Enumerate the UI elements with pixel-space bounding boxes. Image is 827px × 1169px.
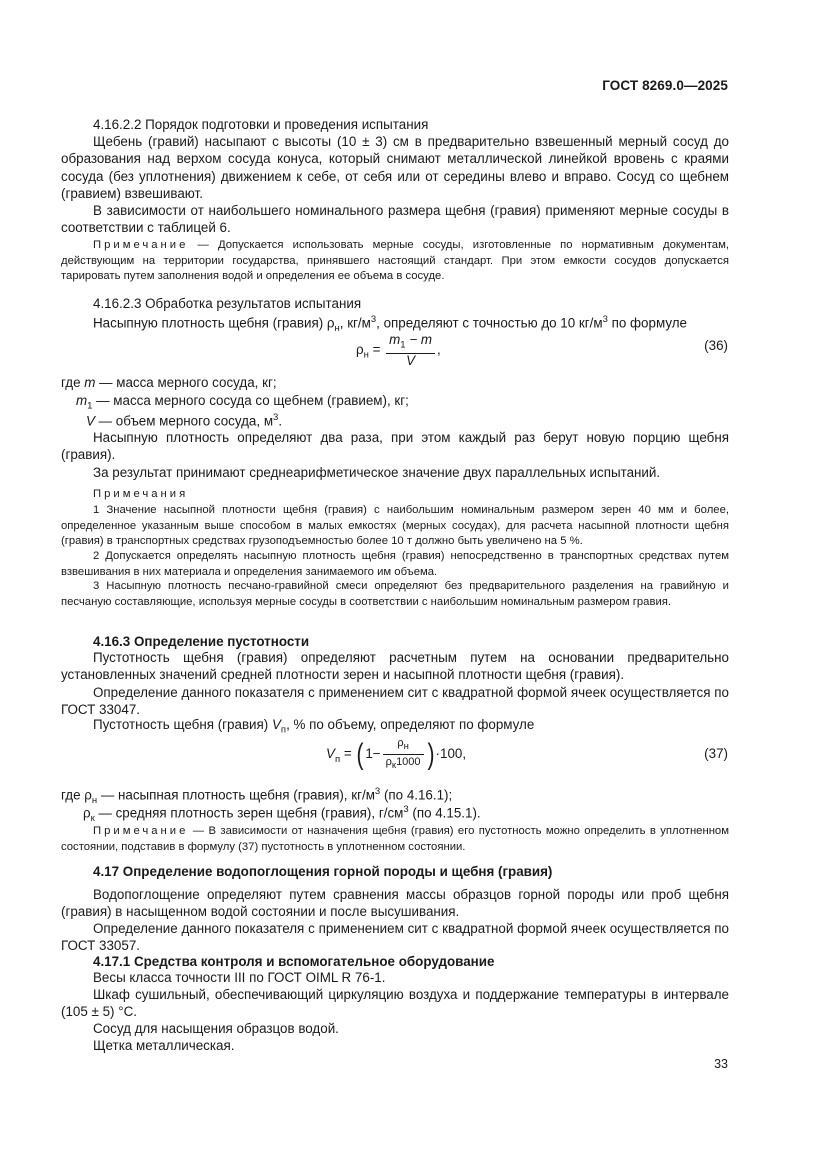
section-4-16-3-note: Примечание — В зависимости от назначения щебня (гравия) его пустотность можно определить в уплотненном состоянии, подставив в формулу (37) пустотность в уплотненном состоянии.	[61, 825, 729, 853]
section-4-16-2-3-paragraph-1: Насыпную плотность определяют два раза, при этом каждый раз берут новую порцию щебня (гравия).	[61, 430, 729, 463]
standard-header: ГОСТ 8269.0—2025	[602, 78, 728, 93]
section-4-16-3-paragraph-2: Определение данного показателя с применением сит с квадратной формой ячеек осуществляется по ГОСТ 33047.	[61, 685, 729, 718]
note-3: 3 Насыпную плотность песчано-гравийной смеси определяют без предварительного разделения на гравийную и песчаную составляющие, используя мерные сосуды в соответствии с наибольшим номинальным размером гравия.	[61, 580, 729, 608]
note-label: Примечание	[93, 239, 189, 251]
section-4-16-3-paragraph-1: Пустотность щебня (гравия) определяют расчетным путем на основании предварительно установленных значений средней плотности зерен и насыпной плотности щебня (гравия).	[61, 650, 729, 683]
equipment-vessel: Сосуд для насыщения образцов водой.	[93, 1021, 339, 1036]
formula-36-number: (36)	[704, 338, 728, 353]
section-4-17-title: 4.17 Определение водопоглощения горной породы и щебня (гравия)	[93, 864, 553, 879]
equipment-scales: Весы класса точности III по ГОСТ OIML R 76-1.	[93, 970, 386, 985]
section-4-16-2-2-paragraph-2: В зависимости от наибольшего номинального размера щебня (гравия) применяют мерные сосуды в соответствии с таблицей 6.	[61, 203, 729, 236]
note-text: — Допускается использовать мерные сосуды, изготовленные по нормативным документам, действующим на территории государства, принявшего настоящий стандарт. При этом емкости сосудов допускается тарировать путем заполнения водой и определения ее объема в сосуде.	[61, 239, 729, 283]
section-4-16-2-2-note	[61, 238, 729, 285]
formula-37: $V_п$ = ( 1− $\frac{\rho_н}{\rho_к1000}$ ) ·100,	[326, 737, 467, 772]
formula-36-fraction: $\frac{m_1 - m}{V}$	[386, 333, 435, 368]
note-1: 1 Значение насыпной плотности щебня (гравия) с наибольшим номинальным размером зерен 40 мм и более, определенное указанным выше способом в малых емкостях (мерных сосудах), для расчета насыпной плотности щебня (гравия) в транспортных средствах грузоподъемностью более 10 т должно быть увеличено на 5 %.	[61, 504, 729, 548]
section-4-16-3-title: 4.16.3 Определение пустотности	[93, 634, 310, 649]
section-4-16-2-3-title: 4.16.2.3 Обработка результатов испытания	[93, 296, 362, 311]
where-v: V — объем мерного сосуда, $м^3$.	[86, 412, 283, 429]
equipment-drying-oven: Шкаф сушильный, обеспечивающий циркуляцию воздуха и поддержание температуры в интервале (105 ± 5) °С.	[61, 987, 729, 1020]
section-4-16-2-2-paragraph-1: Щебень (гравий) насыпают с высоты (10 ± 3) см в предварительно взвешенный мерный сосуд до образования над верхом сосуда конуса, который снимают металлической линейкой вровень с краями сосуда (без уплотнения) движением к себе, от себя или от середины влево и вправо. Сосуд со щебнем (гравием) взвешивают.	[61, 134, 729, 202]
note-2: 2 Допускается определять насыпную плотность щебня (гравия) непосредственно в транспортных средствах путем взвешивания в них материала и определения занимаемого им объема.	[61, 550, 729, 578]
section-4-16-2-3-paragraph-2: За результат принимают среднеарифметическое значение двух параллельных испытаний.	[93, 465, 661, 480]
section-4-17-paragraph-1: Водопоглощение определяют путем сравнения массы образцов горной породы или проб щебня (гравия) в насыщенном водой состоянии и после высушивания.	[61, 887, 729, 920]
section-4-16-3-intro: Пустотность щебня (гравия) $V_п$, % по объему, определяют по формуле	[93, 717, 535, 736]
page-number: 33	[714, 1057, 728, 1071]
where-rho-n: где $\rho_н$ — насыпная плотность щебня (гравия), $кг/м^3$ (по 4.16.1);	[61, 786, 453, 807]
equipment-brush: Щетка металлическая.	[93, 1038, 235, 1053]
formula-37-fraction: $\frac{\rho_н}{\rho_к1000}$	[383, 736, 424, 773]
where-m1: $m_1$ — масса мерного сосуда со щебнем (гравием), кг;	[76, 393, 409, 412]
section-4-17-paragraph-2: Определение данного показателя с применением сит с квадратной формой ячеек осуществляется по ГОСТ 33057.	[61, 921, 729, 954]
where-rho-k: $\rho_к$ — средняя плотность зерен щебня (гравия), $г/см^3$ (по 4.15.1).	[83, 804, 481, 825]
section-4-17-1-title: 4.17.1 Средства контроля и вспомогательное оборудование	[93, 954, 495, 969]
formula-37-number: (37)	[704, 746, 728, 761]
where-m: где m — масса мерного сосуда, кг;	[61, 375, 277, 390]
section-4-16-2-2-title: 4.16.2.2 Порядок подготовки и проведения испытания	[93, 117, 429, 132]
formula-36: $\rho_н$ = $\frac{m_1 - m}{V}$ ,	[356, 332, 441, 368]
section-4-16-2-3-intro: Насыпную плотность щебня (гравия) $\rho_н$, $кг/м^3$, определяют с точностью до 10 $кг/м^3$ по формуле	[93, 314, 687, 335]
notes-label: Примечания	[93, 488, 189, 500]
